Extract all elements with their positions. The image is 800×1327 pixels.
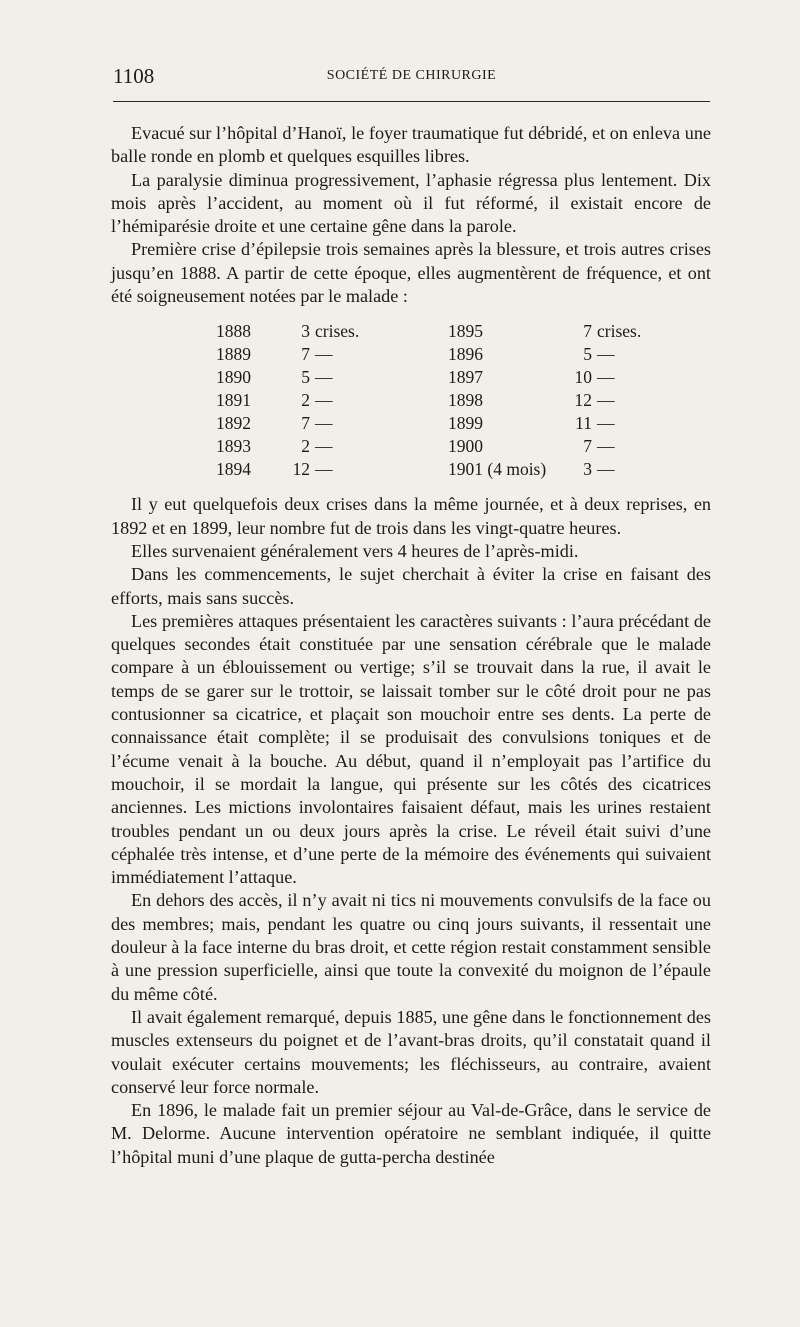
unit-cell: crises.	[315, 321, 360, 342]
paragraph: En 1896, le malade fait un premier séjour au Val-de-Grâce, dans le service de M. Delorme. Aucune intervention opératoire ne semblant indiquée, il quitte l’hôpital muni d’une plaque de gutta-percha destinée	[111, 1100, 711, 1167]
paragraph: Dans les commencements, le sujet cherchait à éviter la crise en faisant des efforts, mais sans succès.	[111, 564, 711, 608]
paragraph: La paralysie diminua progressivement, l’aphasie régressa plus lentement. Dix mois après l’accident, au moment où il fut réformé, il existait encore de l’hémiparésie droite et une certaine gêne dans la parole.	[111, 169, 711, 237]
year-cell: 1896	[448, 344, 483, 365]
count-cell: 10	[574, 367, 592, 388]
count-cell: 2	[301, 390, 310, 411]
paragraph: Evacué sur l’hôpital d’Hanoï, le foyer traumatique fut débridé, et on enleva une balle ronde en plomb et quelques esquilles libres.	[111, 123, 711, 167]
table-row	[216, 435, 657, 458]
count-cell: 7	[301, 344, 310, 365]
count-cell: 11	[575, 413, 592, 434]
unit-cell: —	[315, 367, 333, 388]
unit-cell: —	[597, 459, 615, 480]
paragraph: Il avait également remarqué, depuis 1885, une gêne dans le fonctionnement des muscles extenseurs du poignet et de l’avant-bras droits, qu’il constatait quand il voulait exécuter certains mouvements; les fléchisseurs, au contraire, avaient conservé leur force normale.	[111, 1006, 711, 1097]
year-cell: 1897	[448, 367, 483, 388]
count-cell: 5	[583, 344, 592, 365]
count-cell: 5	[301, 367, 310, 388]
year-cell: 1890	[216, 367, 251, 388]
table-row	[216, 412, 657, 435]
year-cell: 1899	[448, 413, 483, 434]
year-cell: 1893	[216, 436, 251, 457]
unit-cell: —	[315, 344, 333, 365]
unit-cell: —	[315, 413, 333, 434]
page-number: 1108	[113, 64, 155, 88]
count-cell: 3	[583, 459, 592, 480]
unit-cell: —	[315, 459, 333, 480]
year-cell: 1895	[448, 321, 483, 342]
unit-cell: —	[597, 344, 615, 365]
unit-cell: —	[597, 367, 615, 388]
paragraph: En dehors des accès, il n’y avait ni tics ni mouvements convulsifs de la face ou des membres; mais, pendant les quatre ou cinq jours suivants, il ressentait une douleur à la face interne du bras droit, et cette région restait constamment sensible à une pression superficielle, ainsi que toute la convexité du moignon de l’épaule du même côté.	[111, 890, 711, 1004]
year-cell: 1889	[216, 344, 251, 365]
page-header	[113, 64, 710, 90]
paragraph: Elles survenaient généralement vers 4 heures de l’après-midi.	[131, 540, 579, 561]
count-cell: 7	[301, 413, 310, 434]
crisis-table	[216, 320, 657, 481]
year-cell: 1900	[448, 436, 483, 457]
table-row	[216, 320, 657, 343]
year-cell: 1888	[216, 321, 251, 342]
year-cell: 1891	[216, 390, 251, 411]
table-row	[216, 366, 657, 389]
table-row	[216, 389, 657, 412]
header-rule	[113, 101, 710, 102]
unit-cell: —	[597, 390, 615, 411]
unit-cell: —	[597, 413, 615, 434]
unit-cell: —	[315, 390, 333, 411]
table-row	[216, 458, 657, 481]
unit-cell: —	[597, 436, 615, 457]
year-cell: 1892	[216, 413, 251, 434]
count-cell: 3	[301, 321, 310, 342]
year-cell: 1901 (4 mois)	[448, 459, 547, 480]
running-title: SOCIÉTÉ DE CHIRURGIE	[326, 68, 497, 83]
paragraph: Première crise d’épilepsie trois semaines après la blessure, et trois autres crises jusqu’en 1888. A partir de cette époque, elles augmentèrent de fréquence, et ont été soigneusement notées par le malade :	[111, 239, 711, 307]
count-cell: 7	[583, 436, 592, 457]
table-row	[216, 343, 657, 366]
year-cell: 1898	[448, 390, 483, 411]
paragraph: Il y eut quelquefois deux crises dans la même journée, et à deux reprises, en 1892 et en 1899, leur nombre fut de trois dans les vingt-quatre heures.	[111, 494, 711, 538]
count-cell: 12	[292, 459, 310, 480]
year-cell: 1894	[216, 459, 251, 480]
count-cell: 2	[301, 436, 310, 457]
count-cell: 7	[583, 321, 592, 342]
unit-cell: —	[315, 436, 333, 457]
page-body	[111, 122, 711, 1169]
count-cell: 12	[574, 390, 592, 411]
unit-cell: crises.	[597, 321, 642, 342]
paragraph: Les premières attaques présentaient les caractères suivants : l’aura précédant de quelques secondes était constituée par une sensation cérébrale que le malade compare à un éblouissement ou vertige; s’il se trouvait dans la rue, il avait le temps de se garer sur le trottoir, se laissait tomber sur le côté droit pour ne pas contusionner sa cicatrice, et plaçait son mouchoir entre ses dents. La perte de connaissance était complète; il se produisait des convulsions toniques et de l’écume venait à la bouche. Au début, quand il n’employait pas l’artifice du mouchoir, il se mordait la langue, qui présente sur les côtés des cicatrices anciennes. Les mictions involontaires faisaient défaut, mais les urines restaient troubles pendant un ou deux jours après la crise. Le réveil était suivi d’une céphalée très intense, et d’une perte de la mémoire des événements qui suivaient immédiatement l’attaque.	[111, 610, 711, 888]
